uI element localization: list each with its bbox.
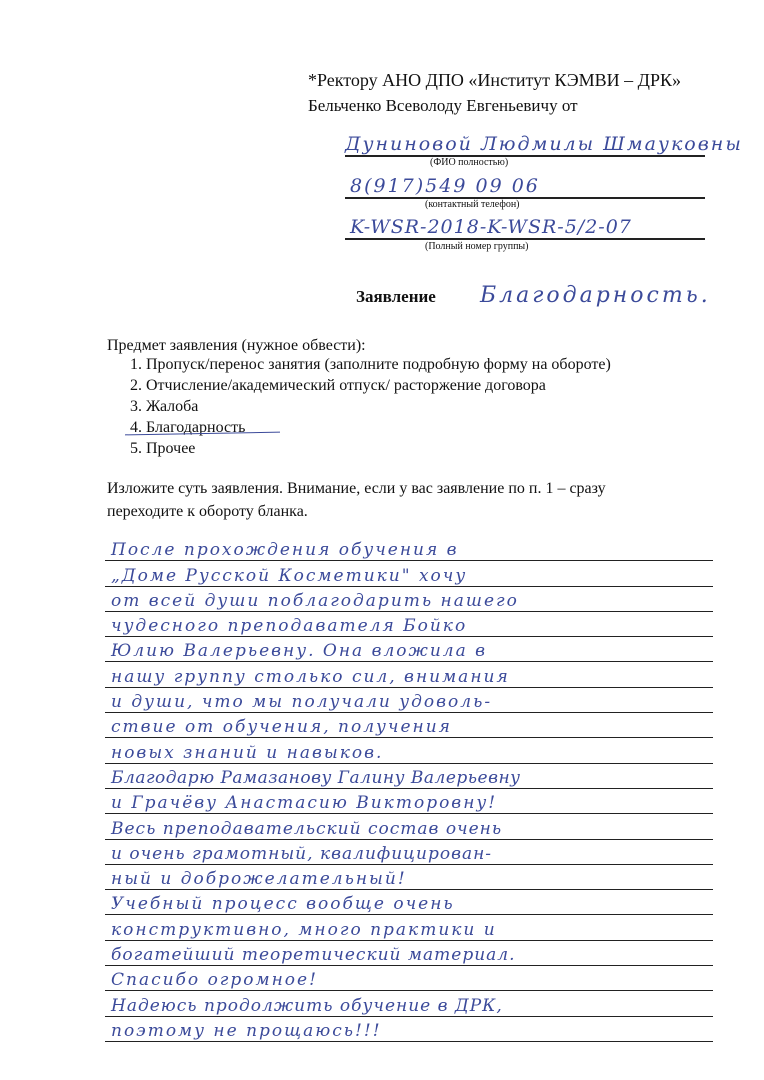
body-line (105, 865, 713, 890)
group-label: (Полный номер группы) (425, 241, 529, 252)
body-line-text: Весь преподавательский состав очень (111, 818, 503, 839)
body-line-text: и очень грамотный, квалифицирован- (111, 843, 493, 864)
group-line (345, 238, 705, 240)
body-line (105, 915, 713, 940)
body-line (105, 738, 713, 763)
phone-line (345, 197, 705, 199)
body-line (105, 536, 713, 561)
instructions-line-1: Изложите суть заявления. Внимание, если у вас заявление по п. 1 – сразу (107, 480, 606, 497)
subject-option-2: 2. Отчисление/академический отпуск/ расторжение договора (130, 377, 546, 394)
body-line-text: от всей души поблагодарить нашего (111, 590, 519, 611)
body-line-text: Спасибо огромное! (111, 970, 318, 991)
body-line (105, 612, 713, 637)
addressee-line-1: *Ректору АНО ДПО «Институт КЭМВИ – ДРК» (308, 70, 681, 90)
body-line-text: богатейший теоретический материал. (111, 945, 516, 966)
subject-options (130, 356, 611, 461)
subject-prompt: Предмет заявления (нужное обвести): (107, 337, 366, 354)
body-line (105, 662, 713, 687)
full-name-label: (ФИО полностью) (430, 157, 509, 168)
body-line (105, 890, 713, 915)
phone-value: 8(917)549 09 06 (350, 175, 540, 197)
body-line (105, 814, 713, 839)
phone-label: (контактный телефон) (425, 199, 520, 210)
group-value: K-WSR-2018-K-WSR-5/2-07 (350, 216, 632, 238)
body-line-text: „Доме Русской Косметики" хочу (111, 565, 468, 586)
body-line-text: Учебный процесс вообще очень (111, 894, 455, 915)
statement-body (105, 536, 713, 1042)
subject-option-5: 5. Прочее (130, 440, 196, 457)
body-line-text: поэтому не прощаюсь!!! (111, 1020, 382, 1041)
subject-option-1: 1. Пропуск/перенос занятия (заполните подробную форму на обороте) (130, 356, 611, 373)
body-line-text: ный и доброжелательный! (111, 869, 407, 890)
subject-option-3: 3. Жалоба (130, 398, 199, 415)
full-name-line (345, 155, 705, 157)
body-line (105, 991, 713, 1016)
body-line-text: чудесного преподавателя Бойко (111, 616, 468, 637)
body-line-text: конструктивно, много практики и (111, 919, 497, 940)
body-line (105, 764, 713, 789)
body-line-text: и Грачёву Анастасию Викторовну! (111, 793, 498, 814)
body-line-text: новых знаний и навыков. (111, 742, 384, 763)
body-line (105, 587, 713, 612)
subject-option-4: 4. Благодарность (130, 419, 246, 436)
body-line-text: Юлию Валерьевну. Она вложила в (111, 641, 488, 662)
body-line-text: ствие от обучения, получения (111, 717, 452, 738)
body-line-text: Благодарю Рамазанову Галину Валерьевну (111, 767, 521, 788)
body-line-text: нашу группу столько сил, внимания (111, 666, 510, 687)
body-line (105, 1017, 713, 1042)
body-line (105, 941, 713, 966)
body-line-text: и души, что мы получали удоволь- (111, 692, 493, 713)
body-line-text: После прохождения обучения в (111, 540, 459, 561)
body-line (105, 637, 713, 662)
statement-title: Заявление (356, 287, 436, 306)
body-line (105, 840, 713, 865)
body-line (105, 966, 713, 991)
body-line (105, 561, 713, 586)
statement-title-handwritten: Благодарность. (480, 283, 711, 308)
body-line (105, 688, 713, 713)
addressee-line-2: Бельченко Всеволоду Евгеньевичу от (308, 96, 578, 115)
body-line (105, 789, 713, 814)
body-line (105, 713, 713, 738)
instructions-line-2: переходите к обороту бланка. (107, 503, 308, 520)
body-line-text: Надеюсь продолжить обучение в ДРК, (111, 995, 503, 1016)
full-name-value: Дуниновой Людмилы Шмауковны (345, 133, 743, 155)
